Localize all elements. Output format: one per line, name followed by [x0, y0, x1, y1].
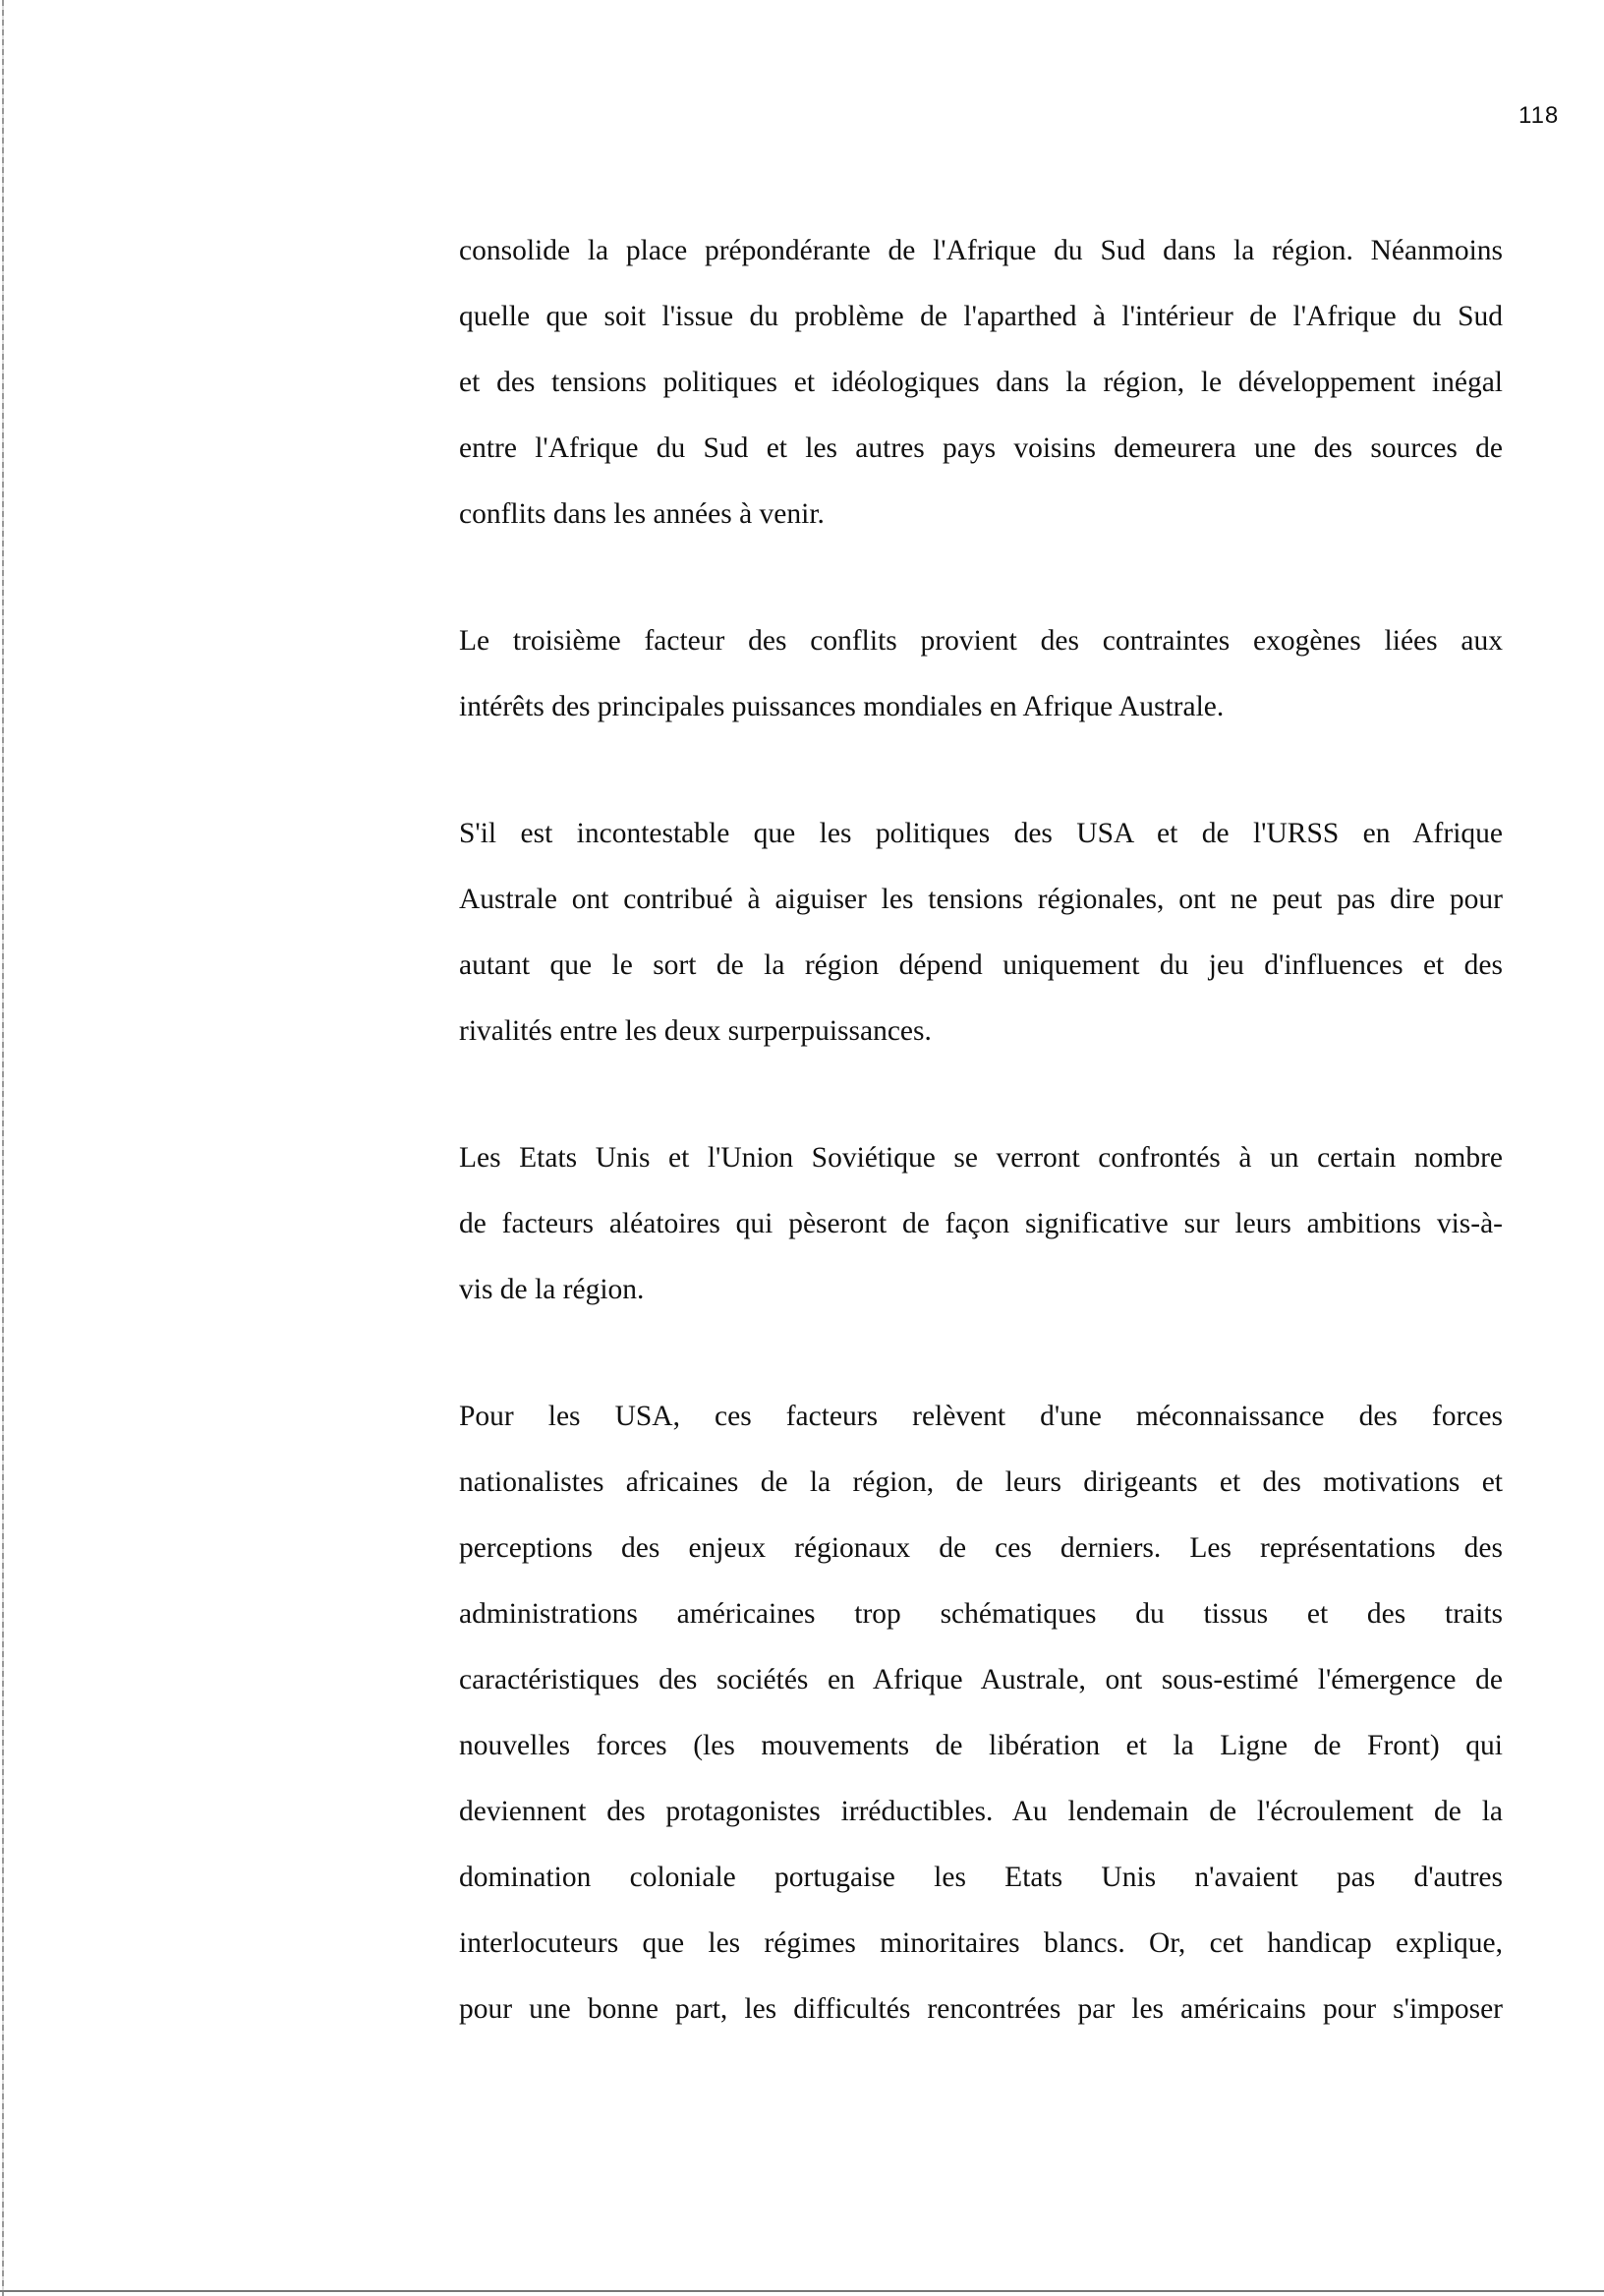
text-line: perceptions des enjeux régionaux de ces derniers. Les représentations des	[459, 1532, 1503, 1564]
text-line: et des tensions politiques et idéologiques dans la région, le développement inégal	[459, 367, 1503, 398]
paragraph	[459, 218, 1503, 547]
text-line: domination coloniale portugaise les Etats Unis n'avaient pas d'autres	[459, 1862, 1503, 1893]
text-line: entre l'Afrique du Sud et les autres pays voisins demeurera une des sources de	[459, 432, 1503, 464]
text-line: nouvelles forces (les mouvements de libération et la Ligne de Front) qui	[459, 1730, 1503, 1761]
body-text	[459, 218, 1503, 2103]
text-line: S'il est incontestable que les politiques des USA et de l'URSS en Afrique	[459, 818, 1503, 849]
text-line: vis de la région.	[459, 1274, 645, 1305]
paragraph	[459, 1384, 1503, 2042]
text-line: consolide la place prépondérante de l'Afrique du Sud dans la région. Néanmoins	[459, 235, 1503, 266]
page-number: 118	[1518, 102, 1560, 129]
text-line: rivalités entre les deux surperpuissances.	[459, 1015, 932, 1047]
text-line: conflits dans les années à venir.	[459, 498, 825, 530]
text-line: Pour les USA, ces facteurs relèvent d'une méconnaissance des forces	[459, 1401, 1503, 1432]
text-line: caractéristiques des sociétés en Afrique Australe, ont sous-estimé l'émergence de	[459, 1664, 1503, 1695]
paragraph	[459, 801, 1503, 1064]
text-line: pour une bonne part, les difficultés rencontrées par les américains pour s'imposer	[459, 1993, 1503, 2025]
scan-edge-bottom	[0, 2290, 1604, 2292]
scan-edge-left	[2, 0, 4, 2296]
text-line: administrations américaines trop schématiques du tissus et des traits	[459, 1598, 1503, 1630]
text-line: de facteurs aléatoires qui pèseront de façon significative sur leurs ambitions vis-à-	[459, 1208, 1503, 1239]
text-line: autant que le sort de la région dépend uniquement du jeu d'influences et des	[459, 949, 1503, 981]
text-line: Australe ont contribué à aiguiser les tensions régionales, ont ne peut pas dire pour	[459, 884, 1503, 915]
text-line: intérêts des principales puissances mondiales en Afrique Australe.	[459, 691, 1225, 722]
text-line: deviennent des protagonistes irréductibles. Au lendemain de l'écroulement de la	[459, 1796, 1503, 1827]
text-line: interlocuteurs que les régimes minoritaires blancs. Or, cet handicap explique,	[459, 1927, 1503, 1959]
text-line: nationalistes africaines de la région, de leurs dirigeants et des motivations et	[459, 1466, 1503, 1498]
text-line: Les Etats Unis et l'Union Soviétique se verront confrontés à un certain nombre	[459, 1142, 1503, 1174]
text-line: Le troisième facteur des conflits provient des contraintes exogènes liées aux	[459, 625, 1503, 657]
paragraph	[459, 608, 1503, 740]
text-line: quelle que soit l'issue du problème de l'aparthed à l'intérieur de l'Afrique du Sud	[459, 301, 1503, 332]
paragraph	[459, 1125, 1503, 1323]
